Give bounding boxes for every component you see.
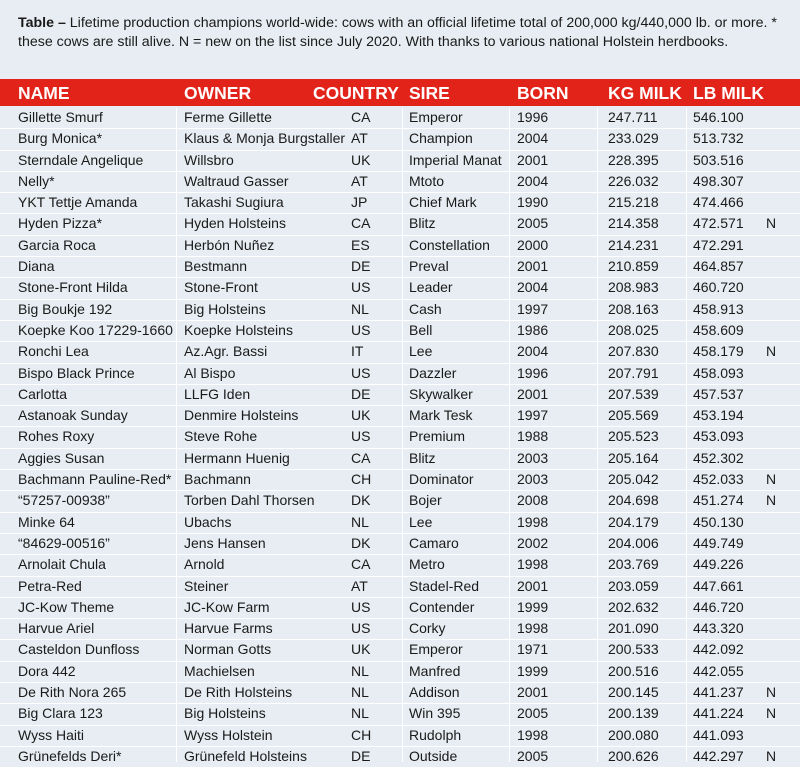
- cell-born: 1988: [517, 428, 549, 445]
- cell-born: 2001: [517, 151, 549, 168]
- table-row: [0, 470, 800, 491]
- cell-sire: Rudolph: [409, 726, 462, 743]
- cell-born: 2003: [517, 471, 549, 488]
- table-row: [0, 683, 800, 704]
- cell-new-flag: N: [766, 215, 777, 232]
- table-row: [0, 300, 800, 321]
- cell-country: US: [351, 598, 371, 615]
- cell-lb-milk: 457.537: [693, 385, 744, 402]
- cell-owner: Al Bispo: [184, 364, 236, 381]
- cell-name: Ronchi Lea: [18, 343, 89, 360]
- column-header-born: BORN: [517, 83, 569, 103]
- table-row: [0, 598, 800, 619]
- cell-owner: Ubachs: [184, 513, 232, 530]
- cell-kg-milk: 214.231: [608, 236, 659, 253]
- column-header-name: NAME: [18, 83, 70, 103]
- cell-kg-milk: 200.533: [608, 641, 659, 658]
- cell-kg-milk: 208.163: [608, 300, 659, 317]
- cell-sire: Champion: [409, 130, 473, 147]
- cell-born: 2000: [517, 236, 549, 253]
- cell-sire: Addison: [409, 684, 460, 701]
- cell-country: CH: [351, 726, 372, 743]
- cell-country: UK: [351, 641, 371, 658]
- cell-new-flag: N: [766, 684, 777, 701]
- table-row: [0, 534, 800, 555]
- column-header-lb-milk: LB MILK: [693, 83, 764, 103]
- cell-lb-milk: 498.307: [693, 172, 744, 189]
- caption-label: Table –: [18, 15, 66, 31]
- table-row: [0, 619, 800, 640]
- cell-owner: Steve Rohe: [184, 428, 258, 445]
- cell-sire: Skywalker: [409, 385, 473, 402]
- cell-born: 2004: [517, 279, 549, 296]
- cell-name: “84629-00516”: [18, 534, 110, 551]
- cell-kg-milk: 203.059: [608, 577, 659, 594]
- cell-sire: Dominator: [409, 471, 474, 488]
- cell-owner: Hyden Holsteins: [184, 215, 286, 232]
- cell-lb-milk: 453.194: [693, 407, 744, 424]
- cell-name: Grünefelds Deri*: [18, 747, 122, 764]
- table-row: [0, 704, 800, 725]
- cell-sire: Mark Tesk: [409, 407, 473, 424]
- cell-kg-milk: 214.358: [608, 215, 659, 232]
- table-row: [0, 577, 800, 598]
- table-row: [0, 491, 800, 512]
- cell-kg-milk: 207.830: [608, 343, 659, 360]
- cell-country: AT: [351, 577, 368, 594]
- cell-sire: Constellation: [409, 236, 490, 253]
- table-row: [0, 257, 800, 278]
- cell-lb-milk: 474.466: [693, 194, 744, 211]
- cell-kg-milk: 204.698: [608, 492, 659, 509]
- cell-born: 1996: [517, 364, 549, 381]
- cell-sire: Metro: [409, 556, 445, 573]
- cell-lb-milk: 447.661: [693, 577, 744, 594]
- cell-lb-milk: 472.291: [693, 236, 744, 253]
- cell-kg-milk: 205.164: [608, 449, 659, 466]
- cell-born: 2001: [517, 684, 549, 701]
- cell-sire: Imperial Manat: [409, 151, 502, 168]
- cell-lb-milk: 452.033: [693, 471, 744, 488]
- cell-country: UK: [351, 151, 371, 168]
- cell-country: US: [351, 321, 371, 338]
- cell-name: Sterndale Angelique: [18, 151, 144, 168]
- table-row: [0, 342, 800, 363]
- cell-sire: Emperor: [409, 641, 463, 658]
- cell-lb-milk: 446.720: [693, 598, 744, 615]
- cell-name: JC-Kow Theme: [18, 598, 115, 615]
- cell-owner: JC-Kow Farm: [184, 598, 270, 615]
- table-row: [0, 129, 800, 150]
- cell-born: 2004: [517, 172, 549, 189]
- cell-kg-milk: 200.080: [608, 726, 659, 743]
- cell-lb-milk: 441.093: [693, 726, 744, 743]
- cell-country: IT: [351, 343, 364, 360]
- cell-country: CA: [351, 215, 371, 232]
- cell-new-flag: N: [766, 705, 777, 722]
- column-header-country: COUNTRY: [313, 83, 399, 103]
- cell-lb-milk: 443.320: [693, 620, 744, 637]
- cell-kg-milk: 202.632: [608, 598, 659, 615]
- cell-country: NL: [351, 684, 369, 701]
- cell-kg-milk: 204.179: [608, 513, 659, 530]
- cell-country: UK: [351, 407, 371, 424]
- table-header: [0, 79, 800, 106]
- cell-lb-milk: 441.224: [693, 705, 744, 722]
- cell-lb-milk: 452.302: [693, 449, 744, 466]
- cell-owner: Hermann Huenig: [184, 449, 290, 466]
- table-row: [0, 662, 800, 683]
- cell-sire: Stadel-Red: [409, 577, 480, 594]
- cell-country: US: [351, 428, 371, 445]
- table-row: [0, 385, 800, 406]
- cell-born: 1986: [517, 321, 549, 338]
- cell-owner: Waltraud Gasser: [184, 172, 289, 189]
- cell-country: ES: [351, 236, 370, 253]
- table-row: [0, 747, 800, 768]
- cell-born: 1971: [517, 641, 549, 658]
- table-caption: [0, 0, 800, 68]
- cell-country: DE: [351, 258, 371, 275]
- cell-lb-milk: 442.297: [693, 747, 744, 764]
- cell-name: Gillette Smurf: [18, 109, 103, 125]
- table-row: [0, 108, 800, 129]
- cell-name: YKT Tettje Amanda: [18, 194, 138, 211]
- table-row: [0, 726, 800, 747]
- table-row: [0, 427, 800, 448]
- cell-lb-milk: 458.179: [693, 343, 744, 360]
- cell-name: Minke 64: [18, 513, 75, 530]
- cell-name: Big Clara 123: [18, 705, 103, 722]
- cell-name: Koepke Koo 17229-1660: [18, 321, 173, 338]
- cell-sire: Preval: [409, 258, 449, 275]
- cell-name: Harvue Ariel: [18, 620, 95, 637]
- cell-sire: Mtoto: [409, 172, 445, 189]
- cell-born: 1998: [517, 726, 549, 743]
- cell-sire: Premium: [409, 428, 466, 445]
- cell-name: Stone-Front Hilda: [18, 279, 128, 296]
- cell-new-flag: N: [766, 471, 777, 488]
- cell-sire: Bojer: [409, 492, 442, 509]
- cell-owner: Ferme Gillette: [184, 109, 272, 125]
- cell-sire: Contender: [409, 598, 475, 615]
- cell-owner: Koepke Holsteins: [184, 321, 293, 338]
- cell-kg-milk: 208.025: [608, 321, 659, 338]
- cell-owner: Grünefeld Holsteins: [184, 747, 307, 764]
- cell-lb-milk: 458.913: [693, 300, 744, 317]
- cell-born: 2004: [517, 343, 549, 360]
- table-row: [0, 406, 800, 427]
- cell-sire: Manfred: [409, 662, 461, 679]
- column-header-kg-milk: KG MILK: [608, 83, 682, 103]
- cell-lb-milk: 453.093: [693, 428, 744, 445]
- cell-lb-milk: 546.100: [693, 109, 744, 125]
- cell-owner: Jens Hansen: [184, 534, 266, 551]
- cell-name: Bachmann Pauline-Red*: [18, 471, 172, 488]
- cell-born: 1998: [517, 513, 549, 530]
- cell-lb-milk: 472.571: [693, 215, 744, 232]
- cell-born: 1997: [517, 407, 549, 424]
- cell-country: NL: [351, 705, 369, 722]
- cell-kg-milk: 200.516: [608, 662, 659, 679]
- cell-kg-milk: 247.711: [608, 109, 658, 125]
- cell-born: 1990: [517, 194, 549, 211]
- cell-country: DK: [351, 492, 371, 509]
- cell-owner: Willsbro: [184, 151, 234, 168]
- cell-owner: Wyss Holstein: [184, 726, 273, 743]
- cell-country: US: [351, 279, 371, 296]
- cell-name: De Rith Nora 265: [18, 684, 127, 701]
- cell-owner: Bachmann: [184, 471, 251, 488]
- cell-lb-milk: 503.516: [693, 151, 744, 168]
- cell-country: DE: [351, 385, 371, 402]
- cell-sire: Blitz: [409, 449, 436, 466]
- cell-lb-milk: 450.130: [693, 513, 744, 530]
- cell-sire: Corky: [409, 620, 446, 637]
- cell-kg-milk: 210.859: [608, 258, 659, 275]
- cell-born: 2005: [517, 705, 549, 722]
- cell-born: 2004: [517, 130, 549, 147]
- cell-country: US: [351, 620, 371, 637]
- cell-lb-milk: 458.093: [693, 364, 744, 381]
- table-row: [0, 151, 800, 172]
- cell-owner: De Rith Holsteins: [184, 684, 293, 701]
- cell-lb-milk: 464.857: [693, 258, 744, 275]
- cell-sire: Emperor: [409, 109, 463, 125]
- cell-name: Big Boukje 192: [18, 300, 113, 317]
- cell-born: 1999: [517, 662, 549, 679]
- cell-owner: Stone-Front: [184, 279, 258, 296]
- table-row: [0, 214, 800, 235]
- cell-lb-milk: 442.055: [693, 662, 744, 679]
- cell-country: NL: [351, 300, 369, 317]
- cell-kg-milk: 205.523: [608, 428, 659, 445]
- cell-country: CA: [351, 556, 371, 573]
- cell-name: Nelly*: [18, 172, 55, 189]
- cell-owner: Klaus & Monja Burgstaller: [184, 130, 346, 147]
- cell-kg-milk: 201.090: [608, 620, 659, 637]
- cell-country: US: [351, 364, 371, 381]
- cell-country: NL: [351, 662, 369, 679]
- cell-born: 2001: [517, 385, 549, 402]
- cell-kg-milk: 233.029: [608, 130, 659, 147]
- cell-sire: Leader: [409, 279, 453, 296]
- cell-owner: Harvue Farms: [184, 620, 273, 637]
- cell-name: Carlotta: [18, 385, 68, 402]
- cell-name: Petra-Red: [18, 577, 82, 594]
- cell-born: 1997: [517, 300, 549, 317]
- cell-owner: Denmire Holsteins: [184, 407, 299, 424]
- cell-born: 1999: [517, 598, 549, 615]
- cell-sire: Outside: [409, 747, 458, 764]
- cell-lb-milk: 449.749: [693, 534, 744, 551]
- table-body: [0, 108, 800, 768]
- table-row: [0, 513, 800, 534]
- cell-kg-milk: 207.791: [608, 364, 659, 381]
- column-header-owner: OWNER: [184, 83, 252, 103]
- table-row: [0, 278, 800, 299]
- cell-name: Burg Monica*: [18, 130, 103, 147]
- cell-owner: Arnold: [184, 556, 225, 573]
- cell-kg-milk: 215.218: [608, 194, 659, 211]
- cell-new-flag: N: [766, 343, 777, 360]
- cell-country: CH: [351, 471, 372, 488]
- cell-name: Rohes Roxy: [18, 428, 95, 445]
- cell-country: CA: [351, 109, 371, 125]
- cell-owner: Big Holsteins: [184, 300, 266, 317]
- cell-kg-milk: 205.569: [608, 407, 659, 424]
- cell-name: Wyss Haiti: [18, 726, 84, 743]
- cell-born: 2008: [517, 492, 549, 509]
- cell-owner: Big Holsteins: [184, 705, 266, 722]
- cell-born: 1998: [517, 556, 549, 573]
- cell-name: Casteldon Dunfloss: [18, 641, 140, 658]
- cell-sire: Chief Mark: [409, 194, 477, 211]
- table-row: [0, 193, 800, 214]
- cell-name: Dora 442: [18, 662, 76, 679]
- table-row: [0, 555, 800, 576]
- cell-name: Aggies Susan: [18, 449, 105, 466]
- cell-lb-milk: 513.732: [693, 130, 744, 147]
- cell-country: AT: [351, 130, 368, 147]
- cell-sire: Blitz: [409, 215, 436, 232]
- cell-owner: Bestmann: [184, 258, 248, 275]
- cell-name: Garcia Roca: [18, 236, 96, 253]
- table-row: [0, 364, 800, 385]
- cell-kg-milk: 200.145: [608, 684, 659, 701]
- cell-born: 2005: [517, 747, 549, 764]
- cell-lb-milk: 449.226: [693, 556, 744, 573]
- cell-born: 2002: [517, 534, 549, 551]
- cell-sire: Lee: [409, 513, 433, 530]
- cell-new-flag: N: [766, 492, 777, 509]
- cell-sire: Dazzler: [409, 364, 457, 381]
- cell-kg-milk: 208.983: [608, 279, 659, 296]
- cell-name: Astanoak Sunday: [18, 407, 128, 424]
- cell-name: Hyden Pizza*: [18, 215, 103, 232]
- cell-country: DE: [351, 747, 371, 764]
- cell-born: 2001: [517, 258, 549, 275]
- cell-country: DK: [351, 534, 371, 551]
- cell-owner: Az.Agr. Bassi: [184, 343, 268, 360]
- cell-sire: Bell: [409, 321, 433, 338]
- cell-sire: Cash: [409, 300, 442, 317]
- cell-kg-milk: 204.006: [608, 534, 659, 551]
- cell-lb-milk: 458.609: [693, 321, 744, 338]
- cell-owner: Machielsen: [184, 662, 255, 679]
- cell-kg-milk: 226.032: [608, 172, 659, 189]
- table-row: [0, 236, 800, 257]
- cell-owner: Herbón Nuñez: [184, 236, 275, 253]
- cell-born: 1996: [517, 109, 549, 125]
- cell-born: 2001: [517, 577, 549, 594]
- column-header-sire: SIRE: [409, 83, 450, 103]
- cell-new-flag: N: [766, 747, 777, 764]
- cell-country: NL: [351, 513, 369, 530]
- cell-name: “57257-00938”: [18, 492, 110, 509]
- cell-name: Bispo Black Prince: [18, 364, 135, 381]
- cell-kg-milk: 200.626: [608, 747, 659, 764]
- cell-sire: Camaro: [409, 534, 459, 551]
- cell-sire: Lee: [409, 343, 433, 360]
- cell-kg-milk: 205.042: [608, 471, 659, 488]
- caption-text: Lifetime production champions world-wide: cows with an official lifetime total of 200,000 kg/440,000 lb. or more. * these cows are still alive. N = new on the list since July 2020. With thanks to various national Holstein herdbooks.: [18, 15, 777, 50]
- cell-kg-milk: 203.769: [608, 556, 659, 573]
- cell-kg-milk: 200.139: [608, 705, 659, 722]
- table-row: [0, 640, 800, 661]
- cell-lb-milk: 442.092: [693, 641, 744, 658]
- cell-lb-milk: 460.720: [693, 279, 744, 296]
- cell-owner: Steiner: [184, 577, 229, 594]
- table-row: [0, 172, 800, 193]
- table-row: [0, 449, 800, 470]
- cell-owner: Torben Dahl Thorsen: [184, 492, 315, 509]
- cell-owner: Norman Gotts: [184, 641, 272, 658]
- cell-kg-milk: 207.539: [608, 385, 659, 402]
- cell-kg-milk: 228.395: [608, 151, 659, 168]
- cell-lb-milk: 441.237: [693, 684, 744, 701]
- cell-name: Arnolait Chula: [18, 556, 106, 573]
- cell-country: JP: [351, 194, 368, 211]
- cell-country: AT: [351, 172, 368, 189]
- table-row: [0, 321, 800, 342]
- cell-owner: LLFG Iden: [184, 385, 251, 402]
- cell-born: 2003: [517, 449, 549, 466]
- cell-country: CA: [351, 449, 371, 466]
- cell-born: 1998: [517, 620, 549, 637]
- cell-lb-milk: 451.274: [693, 492, 744, 509]
- cell-sire: Win 395: [409, 705, 461, 722]
- cell-born: 2005: [517, 215, 549, 232]
- cell-owner: Takashi Sugiura: [184, 194, 284, 211]
- cell-name: Diana: [18, 258, 55, 275]
